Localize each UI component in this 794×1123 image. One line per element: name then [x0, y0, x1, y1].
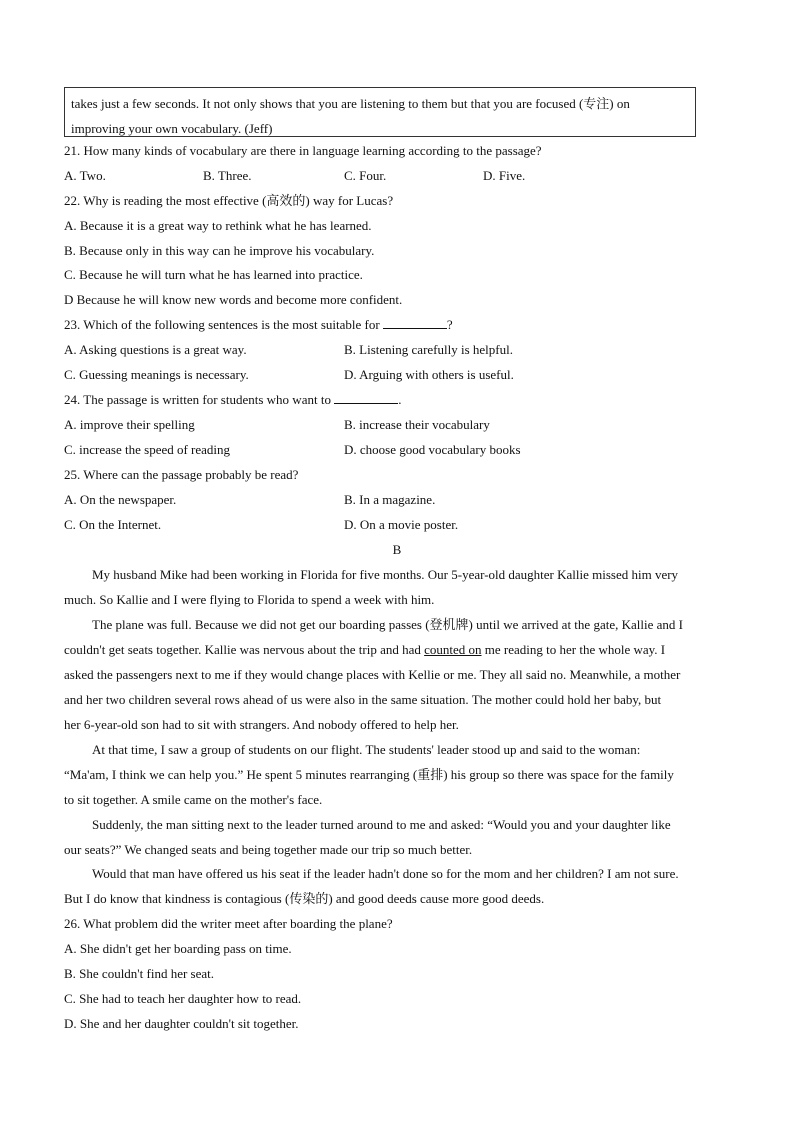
- question-24-stem: [64, 390, 401, 410]
- passage-b-line: and her two children several rows ahead of us were also in the same situation. The mother could hold her baby, but: [64, 692, 662, 707]
- q25-option-c: C. On the Internet.: [64, 517, 162, 532]
- passage-a-line: takes just a few seconds. It not only shows that you are listening to them but that you are focused (专注) on: [71, 96, 630, 111]
- passage-b-line: [64, 640, 665, 660]
- q26-option-b: B. She couldn't find her seat.: [64, 966, 215, 981]
- q24-stem-text: 24. The passage is written for students who want to: [64, 392, 331, 407]
- q25-option-b: B. In a magazine.: [344, 492, 436, 507]
- passage-a-ending-box: [64, 87, 696, 137]
- answer-blank: [334, 391, 398, 404]
- q23-stem-text: 23. Which of the following sentences is the most suitable for: [64, 317, 380, 332]
- section-b-heading: B: [392, 542, 402, 557]
- q21-option-c: C. Four.: [344, 168, 387, 183]
- question-21-stem: 21. How many kinds of vocabulary are there in language learning according to the passage?: [64, 143, 542, 158]
- q23-option-a: A. Asking questions is a great way.: [64, 342, 247, 357]
- q22-option-d: D Because he will know new words and become more confident.: [64, 292, 403, 307]
- q26-option-c: C. She had to teach her daughter how to read.: [64, 991, 302, 1006]
- answer-blank: [383, 316, 447, 329]
- q24-option-d: D. choose good vocabulary books: [344, 442, 521, 457]
- q25-option-d: D. On a movie poster.: [344, 517, 459, 532]
- q26-option-a: A. She didn't get her boarding pass on time.: [64, 941, 292, 956]
- passage-b-line: Suddenly, the man sitting next to the leader turned around to me and asked: “Would you and your daughter like: [92, 817, 671, 832]
- passage-b-line: Would that man have offered us his seat if the leader hadn't done so for the mom and her children? I am not sure.: [92, 866, 679, 881]
- passage-a-line: improving your own vocabulary. (Jeff): [71, 121, 273, 136]
- question-22-stem: 22. Why is reading the most effective (高效的) way for Lucas?: [64, 193, 394, 208]
- q23-stem-end: ?: [446, 317, 453, 332]
- q21-option-b: B. Three.: [203, 168, 252, 183]
- passage-b-line: her 6-year-old son had to sit with strangers. And nobody offered to help her.: [64, 717, 459, 732]
- q23-option-d: D. Arguing with others is useful.: [344, 367, 514, 382]
- q24-option-a: A. improve their spelling: [64, 417, 195, 432]
- passage-b-line: to sit together. A smile came on the mother's face.: [64, 792, 323, 807]
- q21-option-a: A. Two.: [64, 168, 106, 183]
- passage-b-line: our seats?” We changed seats and being together made our trip so much better.: [64, 842, 473, 857]
- q25-option-a: A. On the newspaper.: [64, 492, 177, 507]
- q21-option-d: D. Five.: [483, 168, 526, 183]
- passage-b-text: me reading to her the whole way. I: [481, 642, 666, 657]
- q23-option-b: B. Listening carefully is helpful.: [344, 342, 513, 357]
- q22-option-c: C. Because he will turn what he has learned into practice.: [64, 267, 363, 282]
- q23-option-c: C. Guessing meanings is necessary.: [64, 367, 249, 382]
- q24-option-c: C. increase the speed of reading: [64, 442, 231, 457]
- passage-b-line: “Ma'am, I think we can help you.” He spent 5 minutes rearranging (重排) his group so there was space for the family: [64, 767, 674, 782]
- q26-option-d: D. She and her daughter couldn't sit together.: [64, 1016, 299, 1031]
- passage-b-line: much. So Kallie and I were flying to Florida to spend a week with him.: [64, 592, 435, 607]
- q22-option-a: A. Because it is a great way to rethink what he has learned.: [64, 218, 372, 233]
- passage-b-line: The plane was full. Because we did not get our boarding passes (登机牌) until we arrived at the gate, Kallie and I: [92, 617, 683, 632]
- question-26-stem: 26. What problem did the writer meet after boarding the plane?: [64, 916, 393, 931]
- question-25-stem: 25. Where can the passage probably be read?: [64, 467, 299, 482]
- q22-option-b: B. Because only in this way can he improve his vocabulary.: [64, 243, 375, 258]
- underlined-phrase: counted on: [424, 642, 482, 657]
- passage-b-line: asked the passengers next to me if they would change places with Kellie or me. They all said no. Meanwhile, a mother: [64, 667, 681, 682]
- passage-b-line: At that time, I saw a group of students on our flight. The students' leader stood up and said to the woman:: [92, 742, 641, 757]
- passage-b-line: But I do know that kindness is contagious (传染的) and good deeds cause more good deeds.: [64, 891, 545, 906]
- passage-b-line: My husband Mike had been working in Florida for five months. Our 5-year-old daughter Kallie missed him very: [92, 567, 679, 582]
- question-23-stem: [64, 315, 453, 335]
- passage-b-text: couldn't get seats together. Kallie was nervous about the trip and had: [64, 642, 425, 657]
- q24-option-b: B. increase their vocabulary: [344, 417, 490, 432]
- q24-stem-end: .: [398, 392, 402, 407]
